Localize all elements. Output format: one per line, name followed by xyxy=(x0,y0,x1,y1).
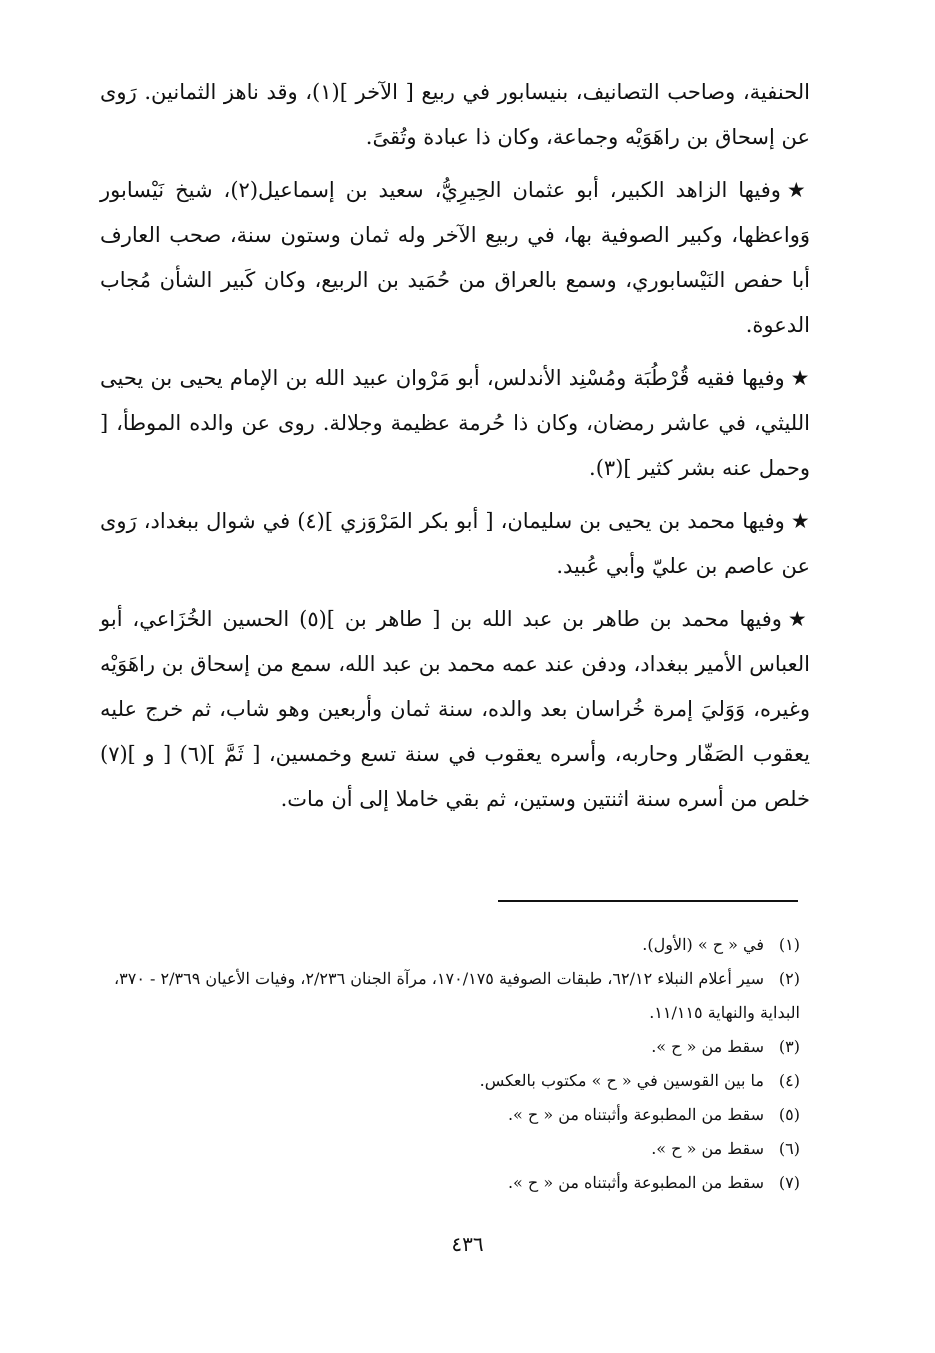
paragraph-5-text: وفيها محمد بن طاهر بن عبد الله بن [ طاهر بن ](٥) الحسين الخُزَاعي، أبو العباس الأمير ببغداد، ودفن عند عمه محمد بن عبد الله، سمع من إسحاق بن راهَوَيْه وغيره، وَوَليَ إمرة خُراسان بعد والده، سنة ثمان وأربعين وهو شاب، ثم خرج عليه يعقوب الصَفّار وحاربه، وأسره يعقوب في سنة تسع وخمسين، [ ثَمَّ ](٦) [ و ](٧) خلص من أسره سنة اثنتين وستين، ثم بقي خاملا إلى أن مات. xyxy=(100,607,810,811)
footnote-text: سقط من المطبوعة وأثبتناه من « ح ». xyxy=(507,1105,764,1124)
paragraph-3 xyxy=(100,356,810,491)
footnote-number: (٤) xyxy=(778,1071,800,1090)
footnote-divider xyxy=(498,900,798,902)
page-number: ٤٣٦ xyxy=(451,1232,484,1256)
footnote-text: سقط من « ح ». xyxy=(651,1037,764,1056)
star-marker: ★ xyxy=(790,366,810,390)
footnote-4 xyxy=(100,1064,800,1098)
star-marker: ★ xyxy=(786,178,810,202)
footnote-text: سقط من « ح ». xyxy=(651,1139,764,1158)
footnote-text: في « ح » (الأول). xyxy=(642,935,764,954)
footnote-2 xyxy=(100,962,800,1030)
paragraph-1-text: الحنفية، وصاحب التصانيف، بنيسابور في ربيع [ الآخر ](١)، وقد ناهز الثمانين. رَوى عن إسحاق بن راهَوَيْه وجماعة، وكان ذا عبادة وتُقىً. xyxy=(100,80,811,149)
footnote-6 xyxy=(100,1132,800,1166)
paragraph-4-text: وفيها محمد بن يحيى بن سليمان، [ أبو بكر المَرْوَزي ](٤) في شوال ببغداد، رَوى عن عاصم بن عليّ وأبي عُبيد. xyxy=(100,509,810,578)
star-marker: ★ xyxy=(787,607,810,631)
footnote-number: (٥) xyxy=(778,1105,800,1124)
paragraph-4 xyxy=(100,499,810,589)
paragraph-2 xyxy=(100,168,810,348)
footnote-number: (٧) xyxy=(778,1173,800,1192)
footnote-text: سير أعلام النبلاء ٦٢/١٢، طبقات الصوفية ١٧٠/١٧٥، مرآة الجنان ٢/٢٣٦، وفيات الأعيان ٢/٣٦٩ - ٣٧٠، البداية والنهاية ١١/١١٥. xyxy=(113,969,800,1022)
paragraph-2-text: وفيها الزاهد الكبير، أبو عثمان الحِيرِيُّ، سعيد بن إسماعيل(٢)، شيخ نَيْسابور وَواعظها، وكبير الصوفية بها، في ربيع الآخر وله ثمان وستون سنة، صحب العارف أبا حفص النَيْسابوري، وسمع بالعراق من حُمَيد بن الربيع، وكان كَبير الشأن مُجاب الدعوة. xyxy=(100,178,810,337)
footnote-text: ما بين القوسين في « ح » مكتوب بالعكس. xyxy=(479,1071,764,1090)
footnote-5 xyxy=(100,1098,800,1132)
footnote-number: (٦) xyxy=(778,1139,800,1158)
footnote-number: (٣) xyxy=(778,1037,800,1056)
paragraph-3-text: وفيها فقيه قُرْطُبَة ومُسْنِد الأندلس، أبو مَرْوان عبيد الله بن الإمام يحيى بن يحيى الليثي، في عاشر رمضان، وكان ذا حُرمة عظيمة وجلالة. روى عن والده الموطأ، [ وحمل عنه بشر كثير ](٣). xyxy=(100,366,810,480)
footnote-1 xyxy=(100,928,800,962)
footnote-number: (١) xyxy=(778,935,800,954)
paragraph-5 xyxy=(100,597,810,822)
footnote-7 xyxy=(100,1166,800,1200)
footnote-3 xyxy=(100,1030,800,1064)
footnotes-section xyxy=(100,928,800,1200)
star-marker: ★ xyxy=(790,509,811,533)
footnote-text: سقط من المطبوعة وأثبتناه من « ح ». xyxy=(507,1173,764,1192)
paragraph-1 xyxy=(100,70,810,160)
footnote-number: (٢) xyxy=(778,969,800,988)
main-text-body xyxy=(100,70,810,830)
